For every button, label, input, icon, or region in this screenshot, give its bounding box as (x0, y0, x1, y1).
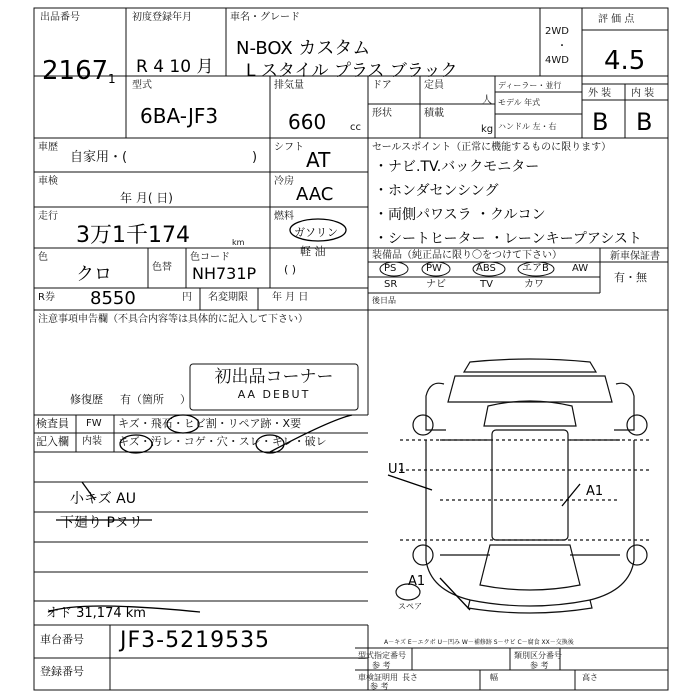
width-label: 幅 (490, 673, 498, 682)
hand-note-2: 下廻り Pヌリ (60, 515, 143, 531)
aircon-label: 冷房 (274, 176, 294, 187)
equip-airbag: エアB (522, 263, 549, 274)
grade-line1: N-BOX カスタム (236, 38, 371, 59)
sales-point-3: ・両側パワスラ ・クルコン (374, 207, 546, 223)
name-change-label: 名変期限 (208, 292, 248, 303)
shift-value: AT (306, 148, 331, 172)
history-label: 車歴 (38, 142, 58, 153)
inspection-label: 車検 (38, 176, 58, 187)
inspector-label: 検査員 (36, 417, 69, 430)
repair-label: 修復歴 (70, 393, 103, 406)
recycle-label: R券 (38, 292, 55, 303)
chassis-label: 車台番号 (40, 633, 84, 646)
equip-leather: カワ (524, 279, 544, 290)
chassis-value: JF3-5219535 (120, 628, 271, 653)
name-label: 車名・グレード (230, 12, 300, 23)
interior-row-label: 内装 (82, 436, 102, 447)
body-size-ref: 参 考 (370, 682, 389, 691)
displacement-label: 排気量 (274, 80, 304, 91)
rear-seat-label: 後日品 (372, 296, 396, 305)
first-reg-label: 初度登録年月 (132, 12, 192, 23)
equip-tv: TV (480, 279, 493, 290)
equip-label: 装備品（純正品に限り〇をつけて下さい） (372, 250, 562, 261)
grade-line2: L スタイル プラス ブラック (246, 61, 458, 81)
displacement-unit: cc (350, 122, 361, 133)
mileage-value: 3万1千174 (76, 223, 190, 248)
damage-legend: A－キズ E－エクボ U－凹み W－補修跡 S－サビ C－腐食 XX－交換後 (384, 639, 574, 646)
repair-close: ） (180, 393, 191, 406)
mark-a1-right: A1 (586, 484, 604, 499)
model-year-label: モデル 年式 (498, 98, 541, 107)
inspection-value: 年 月( 日) (120, 191, 173, 205)
stamp-line2: AA DEBUT (237, 388, 311, 401)
fuel-option1: 軽 油 (300, 245, 326, 258)
sales-point-2: ・ホンダセンシング (374, 183, 499, 199)
capacity-label: 定員 (424, 80, 444, 91)
equip-sr: SR (384, 279, 398, 290)
equip-abs: ABS (476, 263, 496, 274)
shift-label: シフト (274, 142, 304, 153)
color-change-label: 色替 (152, 262, 172, 273)
aircon-value: AAC (296, 184, 334, 205)
fw-label: FW (86, 418, 102, 429)
odo-note: オド 31,174 km (46, 606, 146, 621)
equip-aw: AW (572, 263, 589, 274)
recycle-unit: 円 (182, 292, 192, 303)
mark-u1: U1 (388, 462, 406, 477)
score-value: 4.5 (604, 46, 646, 76)
shape-label: 形状 (372, 108, 392, 119)
sales-point-4: ・シートヒーター ・レーンキープアシスト (374, 231, 642, 247)
name-change-value: 年 月 日 (272, 292, 309, 303)
warranty-value: 有・無 (614, 271, 647, 284)
color-label: 色 (38, 252, 48, 263)
mark-a1-bottom: A1 (408, 574, 426, 589)
car-diagram (396, 359, 650, 613)
class-label: 類別区分番号 (514, 651, 562, 660)
fuel-option2: ( ) (284, 263, 297, 276)
history-close: ) (252, 150, 258, 165)
fuel-value: ガソリン (294, 226, 338, 239)
type-cert-ref: 参 考 (372, 661, 391, 670)
class-ref: 参 考 (530, 661, 549, 670)
fuel-label: 燃料 (274, 211, 294, 222)
lot-number: 2167 (42, 56, 109, 86)
exterior-grade: B (592, 108, 609, 136)
first-reg-value: R 4 10 月 (136, 57, 214, 77)
interior-grade: B (636, 108, 653, 136)
notes-label: 注意事項申告欄（不具合内容等は具体的に記入して下さい） (38, 314, 308, 325)
displacement-value: 660 (288, 110, 327, 134)
drive-2wd: 2WD (545, 26, 569, 37)
equip-navi: ナビ (426, 279, 446, 290)
sales-point-1: ・ナビ.TV.バックモニター (374, 159, 540, 175)
reg-label: 登録番号 (40, 665, 84, 678)
drive-4wd: 4WD (545, 55, 569, 66)
exterior-label: 外 装 (588, 88, 612, 99)
lot-label: 出品番号 (40, 12, 80, 23)
drive-dot: ・ (557, 41, 567, 52)
debut-stamp (190, 364, 358, 402)
score-label: 評 価 点 (598, 14, 635, 25)
type-cert-label: 型式指定番号 (358, 651, 406, 660)
body-size-label: 車検証明用 (358, 673, 398, 682)
repair-value: 有（箇所 (120, 393, 164, 406)
mileage-label: 走行 (38, 211, 58, 222)
interior-label: 内 装 (631, 88, 655, 99)
equip-pw: PW (426, 263, 442, 274)
lot-suffix: 1 (108, 72, 116, 86)
color-value: クロ (76, 264, 112, 285)
warranty-label: 新車保証書 (610, 251, 660, 262)
color-code-value: NH731P (192, 264, 257, 283)
entry-label: 記入欄 (36, 435, 69, 448)
capacity-unit: 人 (482, 95, 492, 106)
color-code-label: 色コード (190, 252, 230, 263)
model-label: 型式 (132, 80, 152, 91)
equip-ps: PS (384, 263, 397, 274)
mileage-unit: km (232, 238, 245, 247)
recycle-value: 8550 (90, 288, 136, 309)
hand-note-1: 小キズ AU (70, 491, 136, 507)
load-unit: kg (481, 124, 494, 135)
handle-label: ハンドル 左・右 (498, 122, 557, 131)
height-label: 高さ (582, 673, 598, 682)
spare-label: スペア (398, 602, 422, 611)
door-label: ドア (372, 80, 392, 91)
dealer-label: ディーラー・並行 (498, 81, 562, 90)
fw-items: キズ・飛石・ヒビ割・リペア跡・X要 (118, 417, 302, 430)
stamp-line1: 初出品コーナー (214, 367, 334, 387)
history-value: 自家用・( (70, 150, 128, 165)
load-label: 積載 (424, 108, 444, 119)
interior-items: キズ・汚レ・コゲ・穴・スレ・キレ・破レ (118, 435, 327, 448)
sales-label: セールスポイント（正常に機能するものに限ります） (372, 142, 612, 153)
length-label: 長さ (402, 673, 418, 682)
model-value: 6BA-JF3 (140, 104, 219, 128)
